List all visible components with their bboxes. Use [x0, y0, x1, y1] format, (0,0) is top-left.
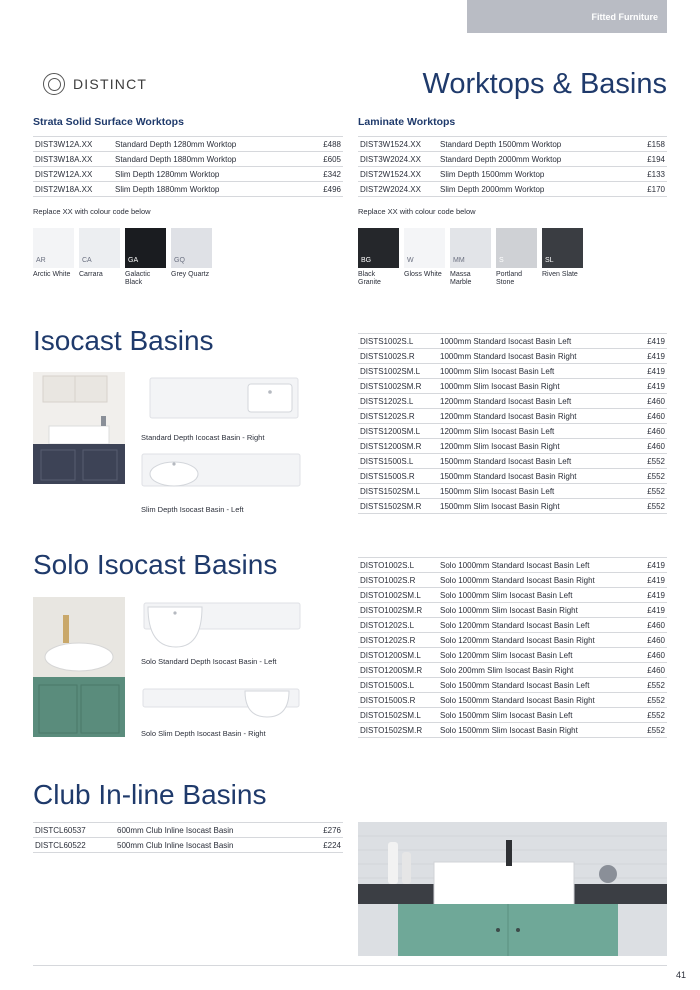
product-description: 1000mm Standard Isocast Basin Right: [438, 349, 631, 364]
laminate-swatches: [358, 228, 583, 287]
table-row: [358, 424, 667, 439]
product-code: DISTO1200SM.R: [358, 663, 438, 678]
product-description: 1200mm Slim Isocast Basin Left: [438, 424, 631, 439]
brand-mark-icon: [43, 73, 65, 95]
solo-table: [358, 557, 667, 738]
solo-title: Solo Isocast Basins: [33, 549, 278, 580]
product-description: Solo 1500mm Standard Isocast Basin Right: [438, 693, 631, 708]
table-row: [358, 484, 667, 499]
table-row: [358, 633, 667, 648]
product-price: £460: [631, 633, 667, 648]
colour-swatch: [450, 228, 491, 287]
product-price: £552: [631, 678, 667, 693]
product-code: DISTS1202S.R: [358, 409, 438, 424]
colour-swatch: [171, 228, 212, 287]
product-code: DISTS1200SM.R: [358, 439, 438, 454]
product-code: DISTS1500S.R: [358, 469, 438, 484]
table-row: [33, 838, 343, 853]
product-code: DISTS1500S.L: [358, 454, 438, 469]
product-code: DISTS1002S.R: [358, 349, 438, 364]
product-code: DISTS1002SM.L: [358, 364, 438, 379]
product-price: £170: [631, 182, 667, 197]
product-price: £419: [631, 379, 667, 394]
swatch-code: MM: [453, 257, 465, 264]
product-description: 1500mm Slim Isocast Basin Right: [438, 499, 631, 514]
isocast-standard-basin-image: [148, 372, 300, 426]
product-code: DISTO1002SM.L: [358, 588, 438, 603]
swatch-chip: [125, 228, 166, 268]
product-description: Solo 1500mm Standard Isocast Basin Left: [438, 678, 631, 693]
swatch-name: Massa Marble: [450, 271, 472, 286]
swatch-name: Gloss White: [404, 271, 442, 278]
table-row: [358, 334, 667, 349]
product-code: DISTO1202S.L: [358, 618, 438, 633]
table-row: [358, 469, 667, 484]
swatch-code: CA: [82, 257, 92, 264]
isocast-title: Isocast Basins: [33, 325, 214, 356]
product-code: DISTO1202S.R: [358, 633, 438, 648]
product-price: £419: [631, 364, 667, 379]
swatch-name: Galactic Black: [125, 271, 151, 286]
product-code: DIST2W2024.XX: [358, 182, 438, 197]
table-row: [358, 167, 667, 182]
product-code: DISTS1202S.L: [358, 394, 438, 409]
swatch-code: GA: [128, 257, 139, 264]
product-description: Solo 1200mm Standard Isocast Basin Left: [438, 618, 631, 633]
product-description: 1200mm Standard Isocast Basin Left: [438, 394, 631, 409]
swatch-name: Portland Stone: [496, 271, 523, 286]
laminate-note: Replace XX with colour code below: [358, 207, 476, 216]
swatch-name: Grey Quartz: [171, 271, 210, 278]
product-price: £496: [307, 182, 343, 197]
product-price: £460: [631, 394, 667, 409]
swatch-code: W: [407, 257, 414, 264]
footer-divider: [33, 965, 667, 966]
product-price: £224: [307, 838, 343, 853]
product-code: DISTS1502SM.L: [358, 484, 438, 499]
swatch-code: BG: [361, 257, 372, 264]
product-code: DISTS1502SM.R: [358, 499, 438, 514]
product-code: DISTO1500S.L: [358, 678, 438, 693]
strata-swatches: [33, 228, 212, 287]
product-description: Slim Depth 1880mm Worktop: [113, 182, 307, 197]
product-code: DIST2W12A.XX: [33, 167, 113, 182]
product-code: DIST3W2024.XX: [358, 152, 438, 167]
product-description: Solo 1200mm Standard Isocast Basin Right: [438, 633, 631, 648]
product-price: £552: [631, 484, 667, 499]
solo-caption-slim: Solo Slim Depth Isocast Basin - Right: [141, 729, 266, 738]
product-price: £552: [631, 693, 667, 708]
product-code: DISTO1200SM.L: [358, 648, 438, 663]
product-code: DISTCL60537: [33, 823, 115, 838]
product-price: £419: [631, 588, 667, 603]
isocast-slim-basin-image: [140, 452, 302, 496]
product-price: £276: [307, 823, 343, 838]
table-row: [33, 182, 343, 197]
product-price: £133: [631, 167, 667, 182]
product-price: £552: [631, 469, 667, 484]
strata-title: Strata Solid Surface Worktops: [33, 116, 184, 128]
table-row: [358, 588, 667, 603]
table-row: [358, 137, 667, 152]
table-row: [358, 152, 667, 167]
swatch-name: Riven Slate: [542, 271, 578, 278]
club-room-photo: [358, 822, 667, 956]
brand-name: DISTINCT: [73, 76, 148, 92]
product-description: 1500mm Standard Isocast Basin Right: [438, 469, 631, 484]
swatch-chip: [542, 228, 583, 268]
product-description: 1500mm Standard Isocast Basin Left: [438, 454, 631, 469]
product-price: £552: [631, 454, 667, 469]
table-row: [358, 182, 667, 197]
laminate-title: Laminate Worktops: [358, 116, 456, 128]
table-row: [33, 152, 343, 167]
table-row: [358, 708, 667, 723]
table-row: [358, 573, 667, 588]
isocast-room-photo: [33, 372, 125, 484]
product-price: £460: [631, 618, 667, 633]
section-tag: Fitted Furniture: [467, 0, 667, 33]
swatch-chip: [496, 228, 537, 268]
product-code: DISTO1502SM.R: [358, 723, 438, 738]
table-row: [358, 663, 667, 678]
product-description: Solo 1200mm Slim Isocast Basin Left: [438, 648, 631, 663]
product-description: Standard Depth 2000mm Worktop: [438, 152, 631, 167]
product-description: 1200mm Slim Isocast Basin Right: [438, 439, 631, 454]
product-code: DISTO1502SM.L: [358, 708, 438, 723]
product-description: Solo 200mm Slim Isocast Basin Right: [438, 663, 631, 678]
product-price: £460: [631, 648, 667, 663]
swatch-name: Arctic White: [33, 271, 71, 278]
product-code: DIST3W1524.XX: [358, 137, 438, 152]
table-row: [358, 648, 667, 663]
product-price: £552: [631, 499, 667, 514]
table-row: [358, 723, 667, 738]
product-price: £460: [631, 439, 667, 454]
product-description: Standard Depth 1880mm Worktop: [113, 152, 307, 167]
isocast-table: [358, 333, 667, 514]
colour-swatch: [542, 228, 583, 287]
product-price: £419: [631, 558, 667, 573]
product-code: DIST3W12A.XX: [33, 137, 113, 152]
product-description: Standard Depth 1500mm Worktop: [438, 137, 631, 152]
product-description: Solo 1500mm Slim Isocast Basin Right: [438, 723, 631, 738]
product-description: 1200mm Standard Isocast Basin Right: [438, 409, 631, 424]
swatch-chip: [171, 228, 212, 268]
product-description: 600mm Club Inline Isocast Basin: [115, 823, 307, 838]
product-price: £605: [307, 152, 343, 167]
table-row: [33, 137, 343, 152]
table-row: [358, 364, 667, 379]
swatch-chip: [79, 228, 120, 268]
product-description: Solo 1000mm Slim Isocast Basin Right: [438, 603, 631, 618]
product-code: DISTCL60522: [33, 838, 115, 853]
swatch-code: S: [499, 257, 504, 264]
colour-swatch: [33, 228, 74, 287]
product-description: Slim Depth 1500mm Worktop: [438, 167, 631, 182]
strata-table: [33, 136, 343, 197]
product-price: £460: [631, 663, 667, 678]
colour-swatch: [125, 228, 166, 287]
swatch-name: Carrara: [79, 271, 103, 278]
swatch-code: GQ: [174, 257, 185, 264]
product-description: 500mm Club Inline Isocast Basin: [115, 838, 307, 853]
strata-note: Replace XX with colour code below: [33, 207, 151, 216]
product-description: Slim Depth 1280mm Worktop: [113, 167, 307, 182]
product-price: £158: [631, 137, 667, 152]
swatch-code: AR: [36, 257, 46, 264]
product-price: £419: [631, 573, 667, 588]
table-row: [358, 499, 667, 514]
table-row: [358, 394, 667, 409]
product-price: £552: [631, 723, 667, 738]
brand-logo: [43, 73, 147, 95]
product-price: £419: [631, 334, 667, 349]
product-code: DISTO1002S.R: [358, 573, 438, 588]
table-row: [33, 167, 343, 182]
swatch-chip: [450, 228, 491, 268]
colour-swatch: [404, 228, 445, 287]
product-description: 1000mm Standard Isocast Basin Left: [438, 334, 631, 349]
table-row: [358, 678, 667, 693]
swatch-chip: [404, 228, 445, 268]
product-price: £342: [307, 167, 343, 182]
product-description: 1500mm Slim Isocast Basin Left: [438, 484, 631, 499]
solo-room-photo: [33, 597, 125, 737]
product-price: £488: [307, 137, 343, 152]
table-row: [358, 349, 667, 364]
swatch-chip: [33, 228, 74, 268]
product-price: £552: [631, 708, 667, 723]
laminate-table: [358, 136, 667, 197]
solo-slim-basin-image: [141, 685, 301, 721]
product-code: DISTO1500S.R: [358, 693, 438, 708]
product-description: Solo 1000mm Slim Isocast Basin Left: [438, 588, 631, 603]
solo-caption-standard: Solo Standard Depth Isocast Basin - Left: [141, 657, 277, 666]
table-row: [358, 409, 667, 424]
product-description: Slim Depth 2000mm Worktop: [438, 182, 631, 197]
club-title: Club In-line Basins: [33, 779, 267, 810]
product-price: £419: [631, 349, 667, 364]
table-row: [358, 439, 667, 454]
product-price: £460: [631, 424, 667, 439]
product-price: £460: [631, 409, 667, 424]
colour-swatch: [79, 228, 120, 287]
club-table: [33, 822, 343, 853]
product-description: 1000mm Slim Isocast Basin Right: [438, 379, 631, 394]
product-code: DISTO1002S.L: [358, 558, 438, 573]
colour-swatch: [358, 228, 399, 287]
swatch-name: Black Granite: [358, 271, 381, 286]
product-description: Solo 1000mm Standard Isocast Basin Left: [438, 558, 631, 573]
product-price: £194: [631, 152, 667, 167]
table-row: [358, 379, 667, 394]
colour-swatch: [496, 228, 537, 287]
product-description: Standard Depth 1280mm Worktop: [113, 137, 307, 152]
product-description: Solo 1500mm Slim Isocast Basin Left: [438, 708, 631, 723]
swatch-code: SL: [545, 257, 554, 264]
table-row: [358, 693, 667, 708]
product-code: DISTS1002S.L: [358, 334, 438, 349]
table-row: [358, 454, 667, 469]
table-row: [33, 823, 343, 838]
isocast-caption-slim: Slim Depth Isocast Basin - Left: [141, 505, 244, 514]
product-code: DISTO1002SM.R: [358, 603, 438, 618]
product-description: Solo 1000mm Standard Isocast Basin Right: [438, 573, 631, 588]
product-description: 1000mm Slim Isocast Basin Left: [438, 364, 631, 379]
page-number: 41: [675, 970, 686, 980]
product-code: DIST2W18A.XX: [33, 182, 113, 197]
product-code: DIST3W18A.XX: [33, 152, 113, 167]
product-price: £419: [631, 603, 667, 618]
product-code: DIST2W1524.XX: [358, 167, 438, 182]
table-row: [358, 618, 667, 633]
page-title: Worktops & Basins: [422, 68, 667, 100]
table-row: [358, 558, 667, 573]
solo-standard-basin-image: [142, 595, 302, 651]
isocast-caption-standard: Standard Depth Icocast Basin - Right: [141, 433, 265, 442]
product-code: DISTS1200SM.L: [358, 424, 438, 439]
swatch-chip: [358, 228, 399, 268]
product-code: DISTS1002SM.R: [358, 379, 438, 394]
table-row: [358, 603, 667, 618]
